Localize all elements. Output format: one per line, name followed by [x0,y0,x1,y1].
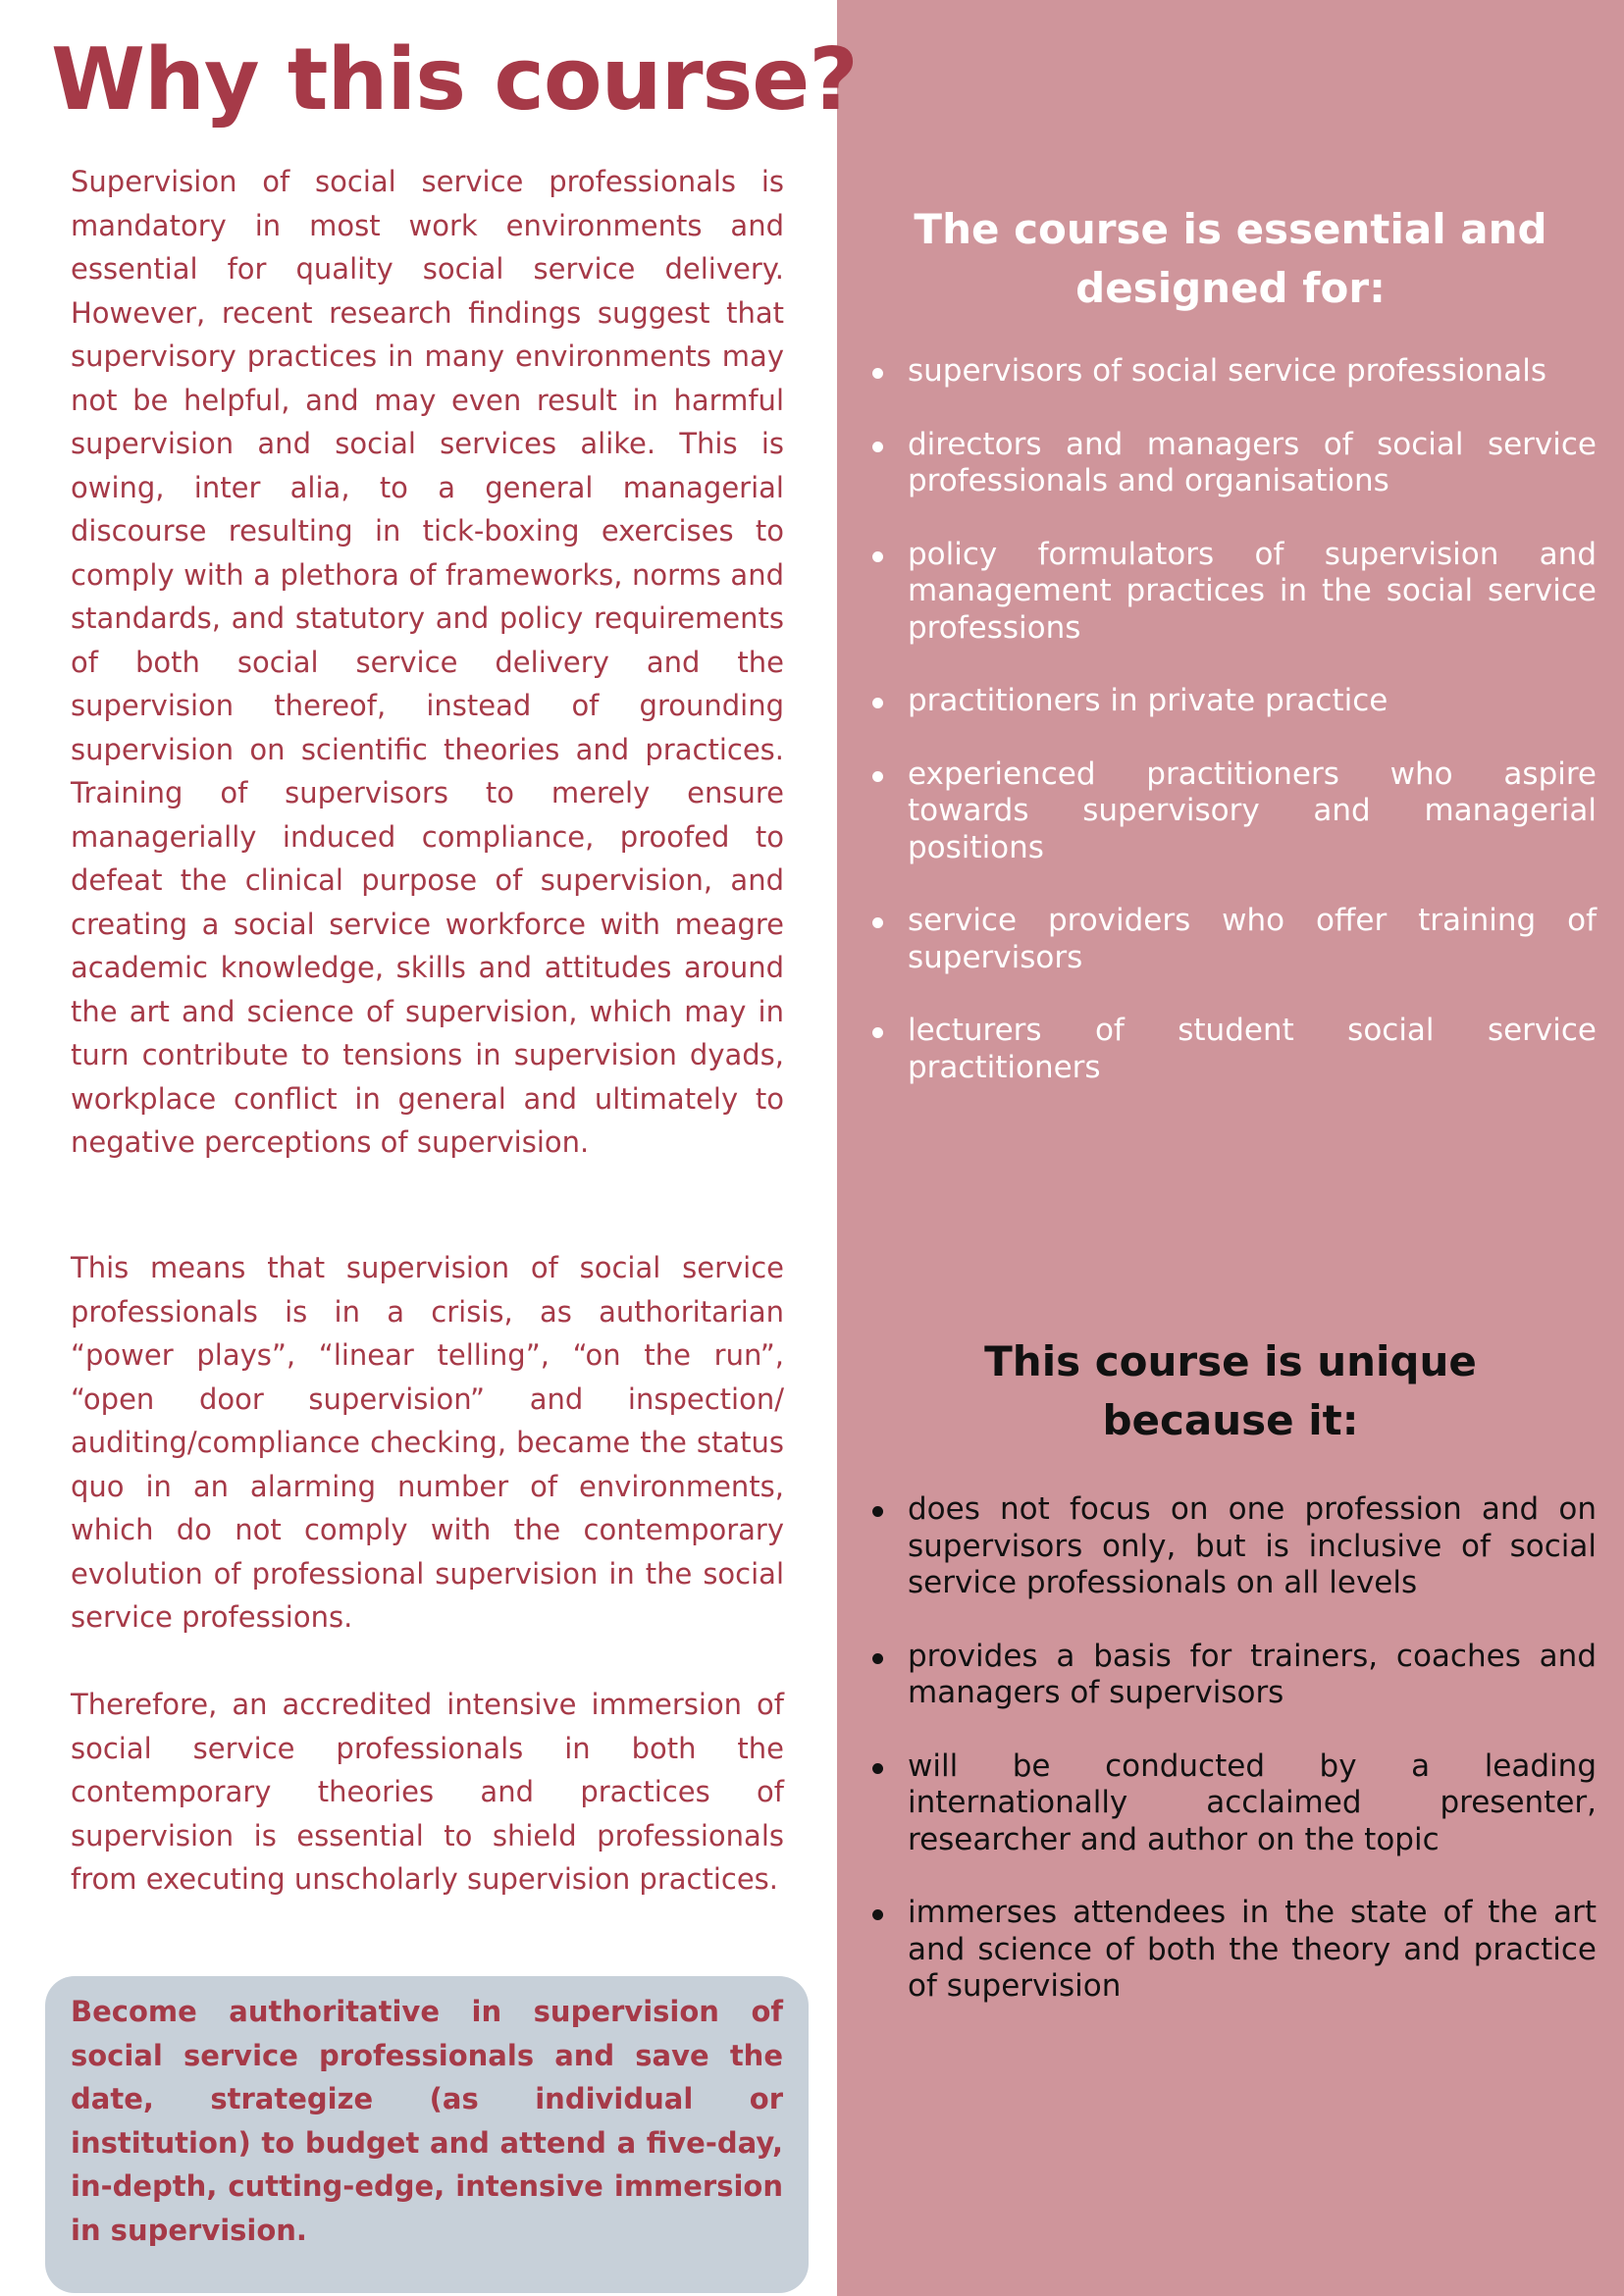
list-item-text: service providers who offer training of supervisors [908,903,1597,975]
essential-list [864,353,1597,1122]
bullet-icon [872,442,883,452]
intro-paragraph: Supervision of social service professionals is mandatory in most work environments and essential for quality social service delivery. However, recent research findings suggest that supervisory practices in many environments may not be helpful, and may even result in harmful supervision and social services alike. This is owing, inter alia, to a general managerial discourse resulting in tick-boxing exercises to comply with a plethora of frameworks, norms and standards, and statutory and policy requirements of both social service delivery and the supervision thereof, instead of grounding supervision on scientific theories and practices. Training of supervisors to merely ensure managerially induced compliance, proofed to defeat the clinical purpose of supervision, and creating a social service workforce with meagre academic knowledge, skills and attitudes around the art and science of supervision, which may in turn contribute to tensions in supervision dyads, workplace conflict in general and ultimately to negative perceptions of supervision. [71,165,784,1159]
list-item [864,353,1597,391]
unique-heading-line-1: This course is unique [984,1337,1477,1385]
list-item [864,683,1597,720]
list-item-text: policy formulators of supervision and management practices in the social service professions [908,536,1597,646]
list-item-text: will be conducted by a leading internationally acclaimed presenter, researcher and author on the topic [908,1748,1597,1857]
bullet-icon [872,771,883,782]
list-item-text: directors and managers of social service professionals and organisations [908,426,1597,498]
list-item [864,1895,1597,2006]
list-item [864,1639,1597,1712]
list-item-text: practitioners in private practice [908,683,1388,718]
callout-box [45,1976,809,2293]
list-item [864,1748,1597,1859]
bullet-icon [872,551,883,562]
crisis-paragraph: This means that supervision of social service professionals is in a crisis, as authoritarian “power plays”, “linear telling”, “on the run”, “open door supervision” and inspection/ auditing/compliance checking, became the status quo in an alarming number of environments, which do not comply with the contemporary evolution of professional supervision in the social service professions. [71,1251,784,1634]
list-item-text: does not focus on one profession and on supervisors only, but is inclusive of social service professionals on all levels [908,1491,1597,1600]
unique-list [864,1491,1597,2042]
bullet-icon [872,1027,883,1038]
bullet-icon [872,368,883,379]
page-title: Why this course? [51,29,858,130]
list-item-text: provides a basis for trainers, coaches and managers of supervisors [908,1638,1597,1710]
bullet-icon [872,1763,883,1774]
bullet-icon [872,917,883,928]
bullet-icon [872,1653,883,1664]
list-item [864,537,1597,648]
essential-heading-line-1: The course is essential and [914,205,1547,253]
conclusion-paragraph: Therefore, an accredited intensive immersion of social service professionals in both the contemporary theories and practices of supervision is essential to shield professionals from executing unscholarly supervision practices. [71,1688,784,1896]
list-item [864,1491,1597,1602]
bullet-icon [872,698,883,708]
list-item-text: experienced practitioners who aspire towards supervisory and managerial positions [908,756,1597,865]
callout-text: Become authoritative in supervision of social service professionals and save the date, strategize (as individual or institution) to budget and attend a five-day, in-depth, cutting-edge, intensive immersion in supervision. [71,1995,783,2247]
essential-heading [837,200,1624,318]
list-item [864,427,1597,500]
bullet-icon [872,1909,883,1920]
bullet-icon [872,1506,883,1517]
unique-heading-line-2: because it: [1102,1396,1359,1444]
unique-heading [837,1332,1624,1450]
list-item-text: supervisors of social service professionals [908,353,1546,389]
list-item-text: lecturers of student social service practitioners [908,1013,1597,1085]
list-item [864,757,1597,867]
list-item [864,1013,1597,1086]
list-item [864,903,1597,976]
essential-heading-line-2: designed for: [1075,264,1386,312]
list-item-text: immerses attendees in the state of the art and science of both the theory and practice of supervision [908,1895,1597,2004]
